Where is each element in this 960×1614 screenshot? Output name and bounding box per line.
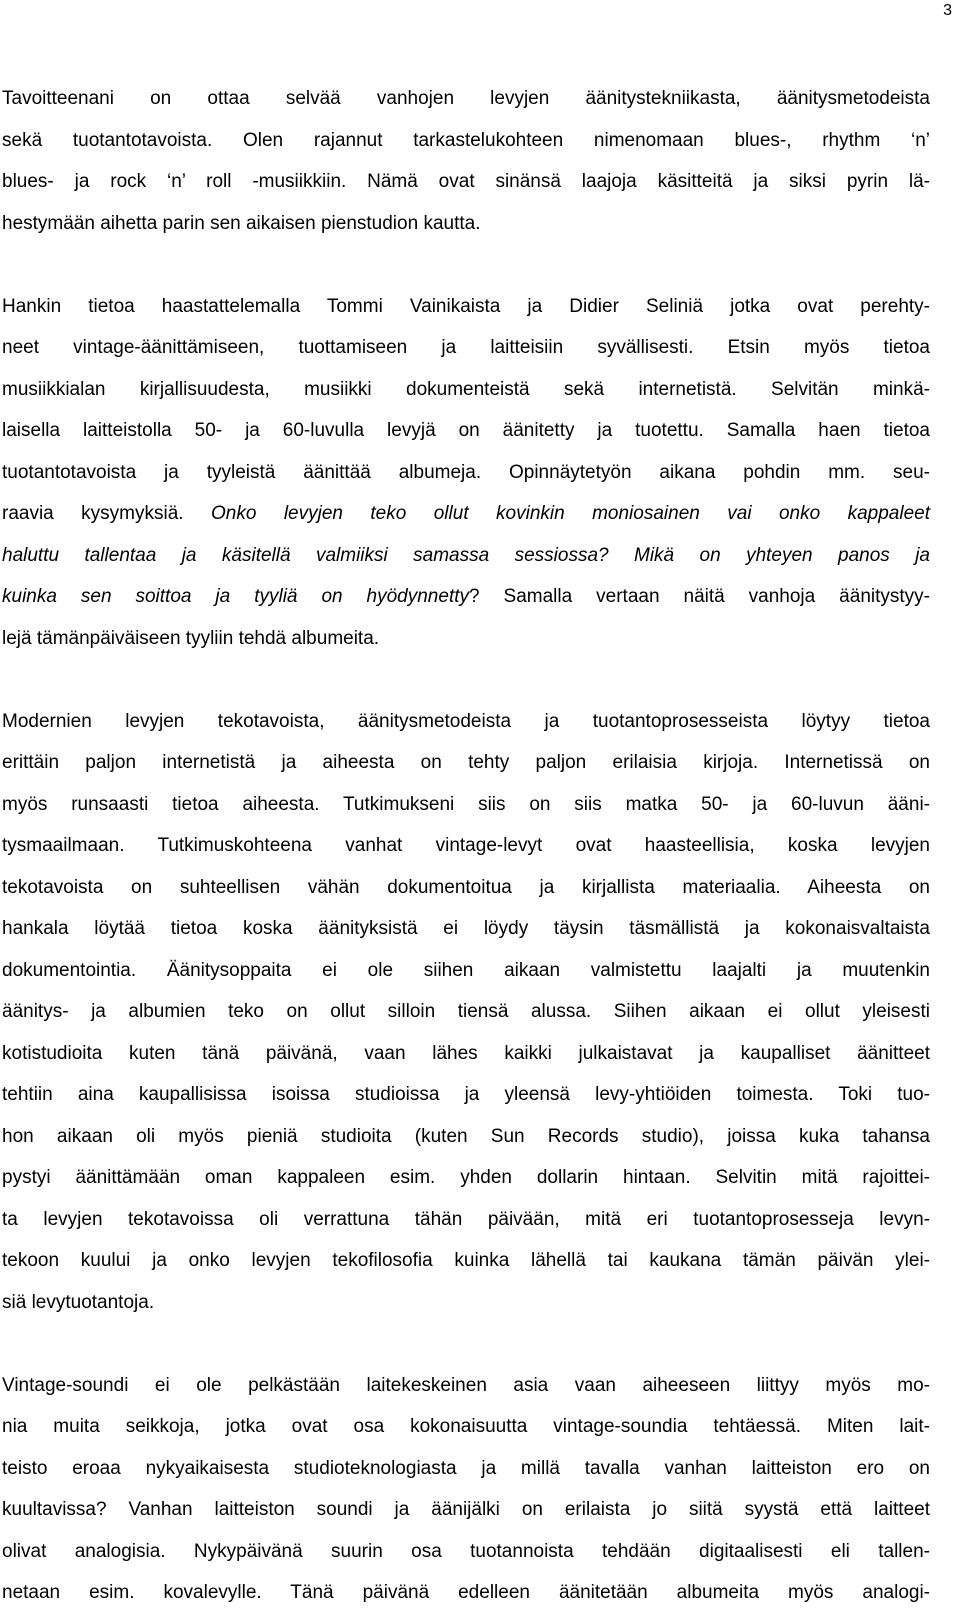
text-line [2, 286, 930, 328]
text-segment: siä levytuotantoja. [2, 1291, 155, 1313]
page-number: 3 [943, 2, 952, 19]
text-line [2, 120, 930, 162]
text-line [2, 784, 930, 826]
text-line [2, 825, 930, 867]
paragraph [2, 701, 930, 1324]
text-line [2, 203, 930, 245]
text-line [2, 618, 930, 660]
text-segment: tysmaailmaan. Tutkimuskohteena vanhat vintage-levyt ovat haasteellisia, koska levyjen [2, 835, 930, 856]
italic-text: kuinka sen soittoa ja tyyliä on hyödynnetty [2, 586, 470, 607]
paragraph [2, 286, 930, 660]
text-segment: tekoon kuului ja onko levyjen tekofilosofia kuinka lähellä tai kaukana tämän päivän ylei- [2, 1250, 930, 1271]
text-segment: myös runsaasti tietoa aiheesta. Tutkimukseni siis on siis matka 50- ja 60-luvun ääni- [2, 793, 930, 815]
text-line [2, 493, 930, 535]
text-line [2, 1406, 930, 1448]
text-segment: laisella laitteistolla 50- ja 60-luvulla levyjä on äänitetty ja tuotettu. Samalla haen tietoa [2, 420, 930, 441]
text-segment: olivat analogisia. Nykypäivänä suurin osa tuotannoista tehdään digitaalisesti eli tallen- [2, 1540, 930, 1562]
text-segment: musiikkialan kirjallisuudesta, musiikki dokumenteistä sekä internetistä. Selvitän minkä- [2, 378, 930, 400]
text-segment: tuotantotavoista ja tyyleistä äänittää albumeja. Opinnäytetyön aikana pohdin mm. seu- [2, 461, 930, 483]
text-segment: pystyi äänittämään oman kappaleen esim. yhden dollarin hintaan. Selvitin mitä rajoittei- [2, 1167, 930, 1188]
text-line [2, 1531, 930, 1573]
text-line [2, 1365, 930, 1407]
text-segment: nia muita seikkoja, jotka ovat osa kokonaisuutta vintage-soundia tehtäessä. Miten lait- [2, 1416, 930, 1437]
text-segment: lejä tämänpäiväiseen tyyliin tehdä albumeita. [2, 627, 380, 649]
text-line [2, 742, 930, 784]
text-segment: netaan esim. kovalevylle. Tänä päivänä edelleen äänitetään albumeita myös analogi- [2, 1582, 930, 1603]
text-line [2, 327, 930, 369]
text-segment: sekä tuotantotavoista. Olen rajannut tarkastelukohteen nimenomaan blues-, rhythm ‘n’ [2, 129, 930, 151]
text-line [2, 908, 930, 950]
text-segment: hon aikaan oli myös pieniä studioita (kuten Sun Records studio), joissa kuka tahansa [2, 1125, 930, 1147]
text-segment: erittäin paljon internetistä ja aiheesta on tehty paljon erilaisia kirjoja. Internetissä on [2, 752, 930, 773]
text-line [2, 410, 930, 452]
text-line [2, 1157, 930, 1199]
italic-text: haluttu tallentaa ja käsitellä valmiiksi samassa sessiossa? Mikä on yhteyen panos ja [2, 544, 930, 566]
paragraph-gap [2, 244, 930, 286]
text-line [2, 991, 930, 1033]
paragraph [2, 1365, 930, 1614]
text-line [2, 1074, 930, 1116]
paragraph-gap [2, 659, 930, 701]
text-line [2, 867, 930, 909]
text-segment: Vintage-soundi ei ole pelkästään laitekeskeinen asia vaan aiheeseen liittyy myös mo- [2, 1374, 930, 1396]
text-line [2, 535, 930, 577]
text-line [2, 1116, 930, 1158]
text-line [2, 1489, 930, 1531]
text-line [2, 1033, 930, 1075]
text-segment: kotistudioita kuten tänä päivänä, vaan lähes kaikki julkaistavat ja kaupalliset äänitteet [2, 1042, 930, 1064]
document-body [2, 78, 930, 1614]
text-segment: dokumentointia. Äänitysoppaita ei ole siihen aikaan valmistettu laajalti ja muutenkin [2, 959, 930, 981]
text-line [2, 950, 930, 992]
text-line [2, 161, 930, 203]
text-segment: blues- ja rock ‘n’ roll -musiikkiin. Nämä ovat sinänsä laajoja käsitteitä ja siksi pyrin lä- [2, 171, 930, 192]
text-segment: tehtiin aina kaupallisissa isoissa studioissa ja yleensä levy-yhtiöiden toimesta. Toki tuo- [2, 1084, 930, 1105]
text-segment: neet vintage-äänittämiseen, tuottamiseen ja laitteisiin syvällisesti. Etsin myös tietoa [2, 337, 930, 358]
text-segment: raavia kysymyksiä. [2, 503, 211, 524]
text-segment: hankala löytää tietoa koska äänityksistä ei löydy täysin täsmällistä ja kokonaisvaltaista [2, 918, 930, 939]
text-line [2, 1240, 930, 1282]
text-line [2, 1282, 930, 1324]
text-line [2, 452, 930, 494]
text-segment: teisto eroaa nykyaikaisesta studioteknologiasta ja millä tavalla vanhan laitteiston ero on [2, 1457, 930, 1479]
text-line [2, 576, 930, 618]
text-segment: hestymään aihetta parin sen aikaisen pienstudion kautta. [2, 212, 481, 234]
text-segment: äänitys- ja albumien teko on ollut silloin tiensä alussa. Siihen aikaan ei ollut yleisesti [2, 1001, 930, 1022]
text-segment: tekotavoista on suhteellisen vähän dokumentoitua ja kirjallista materiaalia. Aiheesta on [2, 876, 930, 898]
text-segment: kuultavissa? Vanhan laitteiston soundi ja äänijälki on erilaista jo siitä syystä että laitteet [2, 1499, 930, 1520]
text-segment: Modernien levyjen tekotavoista, äänitysmetodeista ja tuotantoprosesseista löytyy tietoa [2, 710, 930, 732]
text-line [2, 78, 930, 120]
text-line [2, 701, 930, 743]
italic-text: Onko levyjen teko ollut kovinkin moniosainen vai onko kappaleet [211, 503, 930, 524]
paragraph [2, 78, 930, 244]
text-segment: ? Samalla vertaan näitä vanhoja äänitystyy- [469, 586, 930, 607]
paragraph-gap [2, 1323, 930, 1365]
text-segment: Hankin tietoa haastattelemalla Tommi Vainikaista ja Didier Seliniä jotka ovat perehty- [2, 295, 930, 317]
text-line [2, 1448, 930, 1490]
text-line [2, 369, 930, 411]
text-segment: Tavoitteenani on ottaa selvää vanhojen levyjen äänitystekniikasta, äänitysmetodeista [2, 88, 930, 109]
text-segment: ta levyjen tekotavoissa oli verrattuna tähän päivään, mitä eri tuotantoprosesseja levyn- [2, 1208, 930, 1230]
text-line [2, 1572, 930, 1614]
text-line [2, 1199, 930, 1241]
